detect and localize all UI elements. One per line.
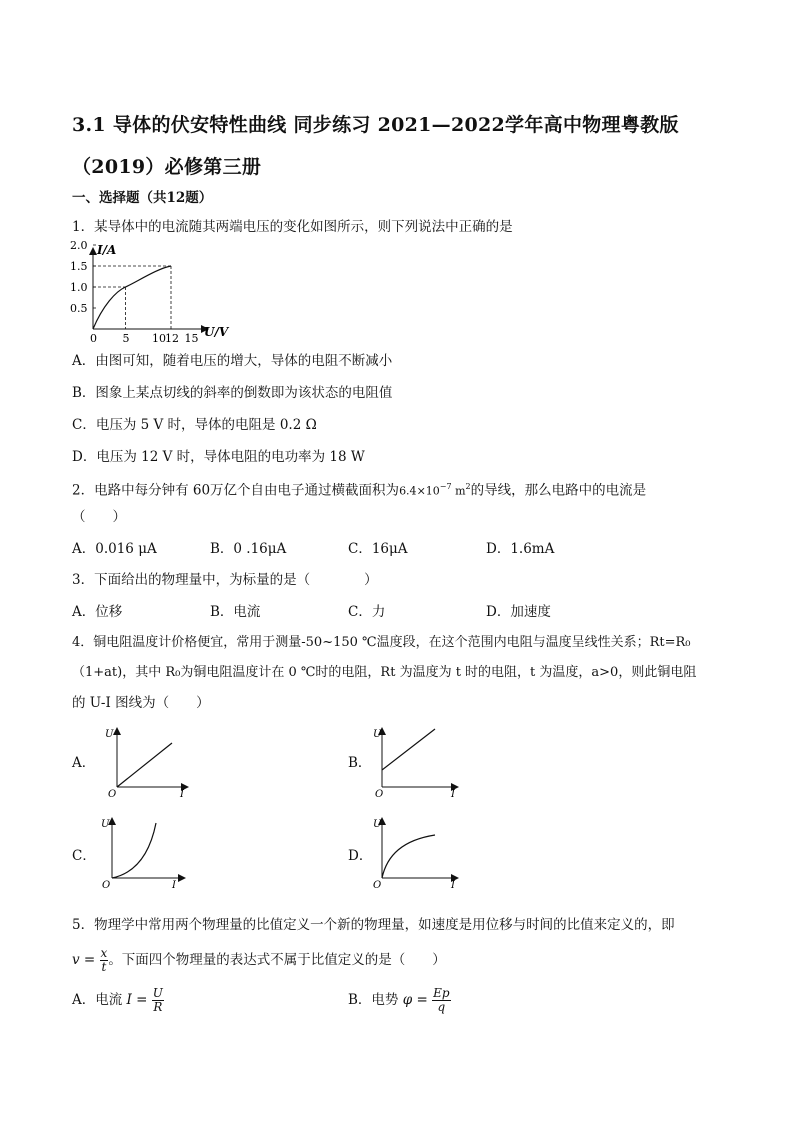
- q5-option-a-fraction: [152, 987, 164, 1014]
- q5-option-a: [72, 984, 164, 1016]
- q5-v-den: t: [101, 960, 107, 974]
- q5-option-b-den: q: [437, 1000, 446, 1014]
- q5-v-lhs: v =: [72, 952, 96, 968]
- q2-area-times: ×10: [416, 484, 440, 498]
- page-title: 3.1 导体的伏安特性曲线 同步练习 2021—2022学年高中物理粤教版（2019）必修第三册: [72, 114, 679, 178]
- q4-option-d-label: D．: [348, 848, 373, 864]
- q4-c-o-label: O: [102, 880, 111, 891]
- q5-line-2-text: 。下面四个物理量的表达式不属于比值定义的是（ ）: [108, 952, 446, 968]
- q4-graph-c: [100, 815, 190, 895]
- q4-option-a-label: A．: [72, 755, 96, 771]
- q4-b-i-label: I: [451, 789, 455, 800]
- q4-d-u-label: U: [373, 819, 382, 830]
- q4-c-i-label: I: [172, 880, 176, 891]
- q4-a-u-label: U: [105, 729, 114, 740]
- q4-b-u-label: U: [373, 729, 382, 740]
- q1-option-a: A．由图可知，随着电压的增大，导体的电阻不断减小: [72, 353, 393, 369]
- q4-d-o-label: O: [373, 880, 382, 891]
- q1-xtick-1: 5: [122, 332, 130, 345]
- q2-option-d: D．1.6mA: [486, 541, 555, 557]
- q5-option-a-num: U: [152, 986, 163, 1000]
- q5-option-b: [348, 984, 451, 1016]
- q2-option-c: C．16μA: [348, 541, 408, 557]
- q1-ylabel: I/A: [97, 243, 117, 257]
- q4-line-1: 4．铜电阻温度计价格便宜，常用于测量-50~150 ℃温度段，在这个范围内电阻与温度呈线性关系；Rt=R₀: [72, 635, 691, 650]
- q5-option-a-den: R: [153, 1000, 163, 1014]
- q5-option-b-lhs: φ =: [402, 992, 428, 1008]
- q4-option-b-label: B．: [348, 755, 372, 771]
- q4-line-3: 的 U-I 图线为（ ）: [72, 695, 210, 711]
- q2-area-num: 6.4: [399, 484, 417, 498]
- q4-b-line: [382, 729, 435, 770]
- q1-ytick-1: 1.5: [70, 260, 88, 273]
- q1-curve: [93, 266, 171, 329]
- q1-ytick-2: 1.0: [70, 281, 88, 294]
- q4-c-curve: [112, 823, 156, 878]
- q5-line-1: 5．物理学中常用两个物理量的比值定义一个新的物理量，如速度是用位移与时间的比值来定义的，即: [72, 917, 675, 933]
- q4-d-curve: [382, 835, 435, 878]
- q3-option-b: B．电流: [210, 604, 261, 620]
- q1-iu-graph: [68, 239, 238, 345]
- q2-stem: [72, 478, 646, 501]
- q5-option-b-num: Ep: [433, 986, 450, 1000]
- q4-b-o-label: O: [375, 789, 384, 800]
- q1-xtick-0: 0: [90, 332, 97, 345]
- q2-area-unit-exp: 2: [465, 482, 471, 491]
- q5-option-a-lhs: I =: [126, 992, 148, 1008]
- q5-v-num: x: [100, 946, 108, 960]
- q4-graph-b: [373, 725, 463, 805]
- q1-xtick-3: 12: [165, 332, 179, 345]
- q4-graph-d: [373, 815, 463, 895]
- q1-xtick-2: 10: [152, 332, 166, 345]
- q1-xtick-4: 15: [184, 332, 199, 345]
- q2-option-b: B．0 .16μA: [210, 541, 287, 557]
- q2-bracket: （ ）: [72, 509, 126, 525]
- q3-option-c: C．力: [348, 604, 386, 620]
- q2-area-exp: −7: [439, 482, 452, 491]
- q5-option-b-fraction: [432, 987, 450, 1014]
- q2-area-unit: m: [451, 484, 466, 498]
- q3-stem: 3．下面给出的物理量中，为标量的是（ ）: [72, 572, 378, 588]
- q1-option-c: C．电压为 5 V 时，导体的电阻是 0.2 Ω: [72, 417, 317, 433]
- q1-stem: 1．某导体中的电流随其两端电压的变化如图所示，则下列说法中正确的是: [72, 219, 513, 235]
- q5-option-a-label: A．电流: [72, 992, 123, 1008]
- q2-stem-text-b: 的导线，那么电路中的电流是: [470, 482, 647, 499]
- q1-option-b: B．图象上某点切线的斜率的倒数即为该状态的电阻值: [72, 385, 393, 401]
- q4-d-i-label: I: [451, 880, 455, 891]
- q2-stem-text-a: 2．电路中每分钟有 60万亿个自由电子通过横截面积为: [72, 482, 400, 499]
- q1-ytick-0: 2.0: [70, 239, 88, 252]
- q1-ytick-3: 0.5: [70, 302, 88, 315]
- q1-option-d: D．电压为 12 V 时，导体电阻的电功率为 18 W: [72, 449, 365, 465]
- q5-option-b-label: B．电势: [348, 992, 399, 1008]
- q3-option-d: D．加速度: [486, 604, 551, 620]
- q4-option-c-label: C．: [72, 848, 96, 864]
- q4-a-o-label: O: [108, 789, 117, 800]
- q4-graph-a: [100, 725, 190, 805]
- q4-c-u-label: U: [101, 819, 110, 830]
- q4-line-2: （1+at)，其中 R₀为铜电阻温度计在 0 ℃时的电阻，Rt 为温度为 t 时的电阻，t 为温度，a>0，则此铜电阻: [72, 665, 697, 680]
- q2-option-a: A．0.016 μA: [72, 541, 157, 557]
- section-heading: 一、选择题（共12题）: [72, 190, 213, 206]
- q5-v-fraction: [100, 947, 109, 974]
- q5-line-2: [72, 944, 446, 976]
- q4-a-i-label: I: [180, 789, 184, 800]
- q3-option-a: A．位移: [72, 604, 123, 620]
- q1-xlabel: U/V: [204, 325, 229, 339]
- q4-a-line: [117, 743, 172, 787]
